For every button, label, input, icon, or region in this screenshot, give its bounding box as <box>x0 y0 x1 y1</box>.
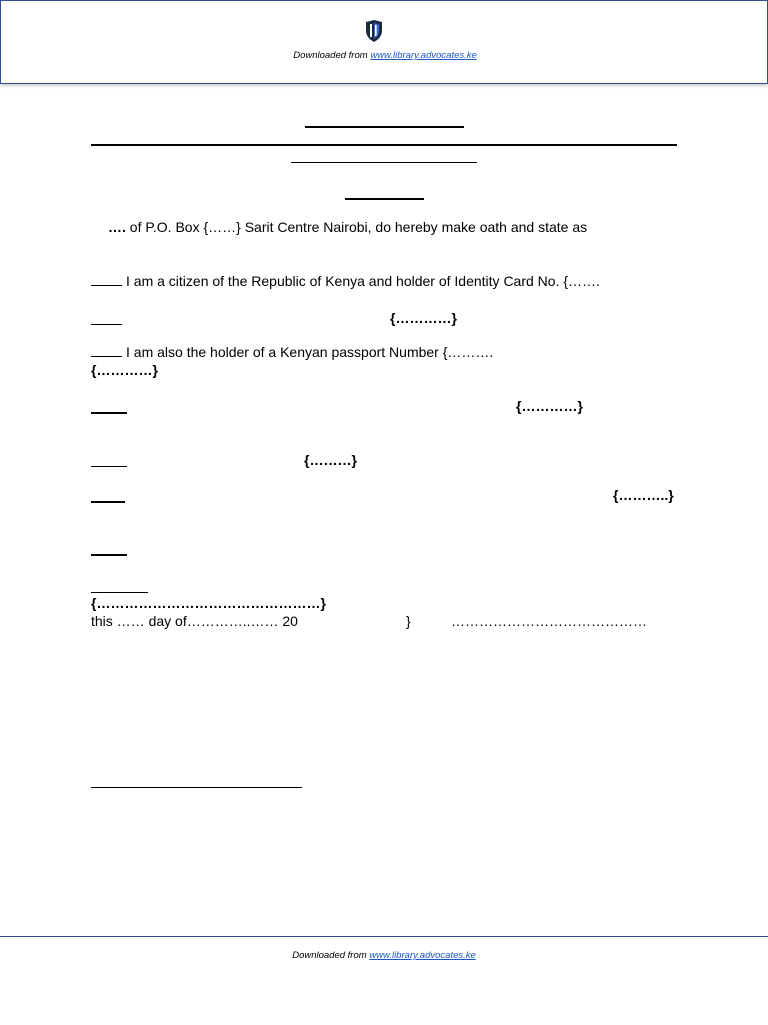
paragraph-6-number-blank <box>91 501 125 503</box>
paragraph-2-number-blank <box>91 324 122 325</box>
paragraph-number-blank <box>91 344 122 357</box>
paragraph-1 <box>91 273 600 289</box>
date-line: this …… day of…………..…… 20 <box>91 613 298 629</box>
paragraph-4-number-blank <box>91 412 127 414</box>
intro-text: of P.O. Box {……} Sarit Centre Nairobi, do hereby make oath and state as <box>129 219 588 235</box>
placeholder-4: {………} <box>304 452 357 468</box>
footer-source-link[interactable]: www.library.advocates.ke <box>369 950 476 961</box>
footer-download-note <box>0 950 768 961</box>
subtitle-underline <box>291 162 477 163</box>
page-header <box>0 0 768 84</box>
commissioner-signature-line <box>91 787 302 788</box>
header-source-link[interactable]: www.library.advocates.ke <box>370 50 477 61</box>
title-underline <box>305 126 464 128</box>
paragraph-7-number-blank <box>91 554 127 556</box>
footer-download-prefix: Downloaded from <box>292 950 370 961</box>
header-download-note <box>1 50 768 61</box>
paragraph-5-number-blank <box>91 466 127 467</box>
paragraph-3 <box>91 344 493 360</box>
shield-logo-icon <box>365 20 383 42</box>
placeholder-6: {…………………………………………} <box>91 595 326 611</box>
placeholder-1: {…………} <box>390 310 457 326</box>
sworn-blank-line <box>91 592 148 593</box>
placeholder-5: {………..} <box>613 487 674 503</box>
placeholder-2: {…………} <box>91 362 158 378</box>
paragraph-1-text: I am a citizen of the Republic of Kenya and holder of Identity Card No. {……. <box>126 273 600 289</box>
full-width-rule <box>91 144 677 146</box>
intro-paragraph <box>108 219 587 235</box>
brace-close: } <box>406 613 411 629</box>
paragraph-number-blank <box>91 273 122 286</box>
placeholder-3: {…………} <box>516 398 583 414</box>
signature-dotted-line: …………………………………… <box>451 613 647 629</box>
heading-underline <box>345 198 424 200</box>
paragraph-3-text: I am also the holder of a Kenyan passport Number {………. <box>126 344 494 360</box>
header-download-prefix: Downloaded from <box>293 50 371 61</box>
intro-dots: …. <box>108 219 126 235</box>
